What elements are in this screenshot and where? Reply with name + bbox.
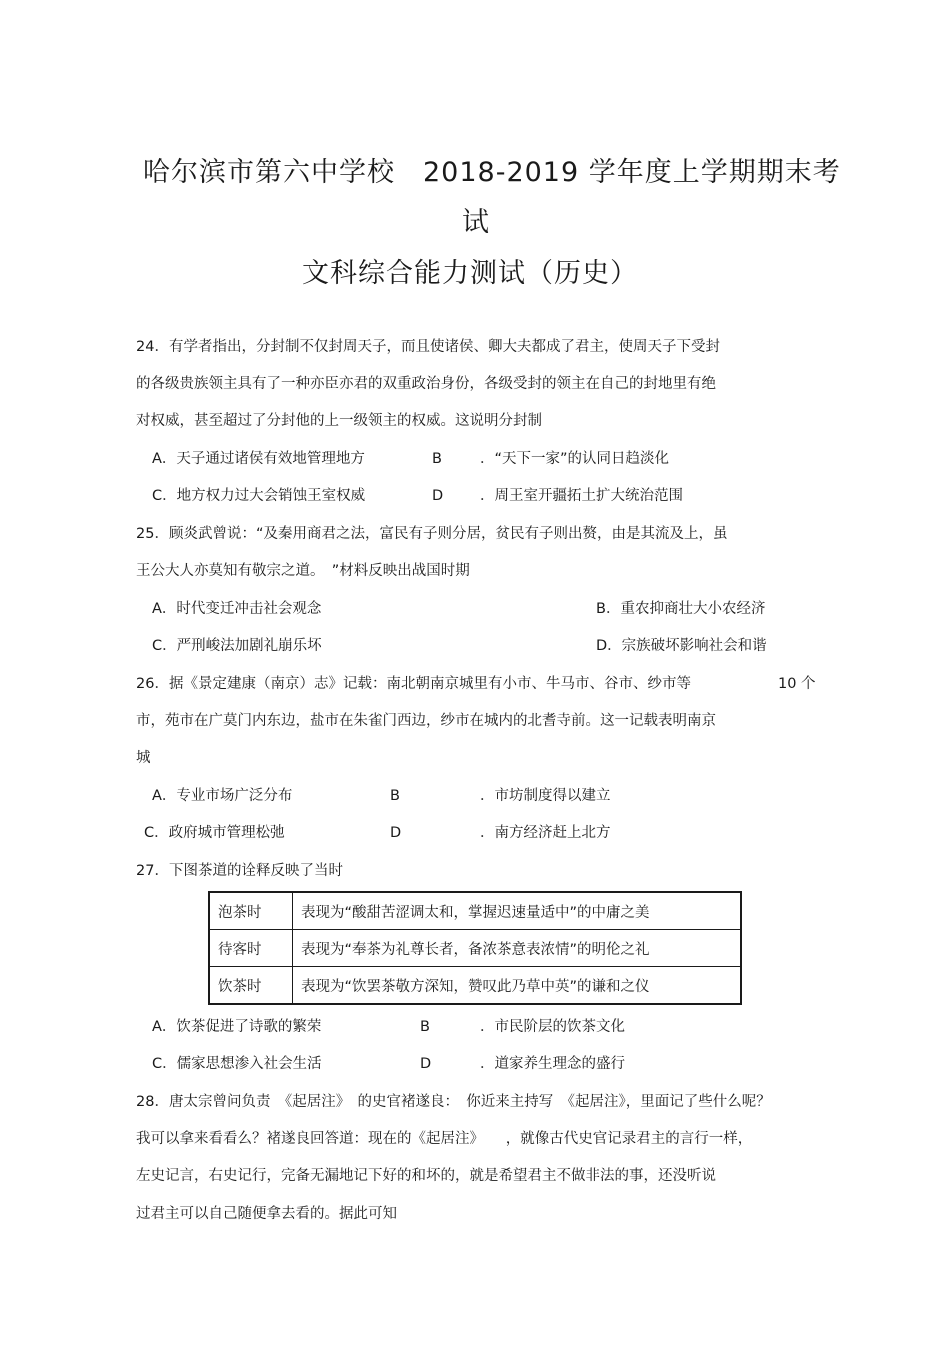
q27-option-c[interactable]: C．儒家思想渗入社会生活 xyxy=(152,1056,322,1072)
q24-option-d-letter[interactable]: D xyxy=(432,488,444,504)
q27-option-b-letter[interactable]: B xyxy=(420,1019,430,1035)
q28-stem-line1: 28．唐太宗曾问负责 《起居注》 的史官褚遂良： 你近来主持写 《起居注》，里面记了些什么呢？ xyxy=(136,1094,771,1110)
q25-option-d[interactable]: D．宗族破坏影响社会和谐 xyxy=(596,638,767,654)
q24-option-c[interactable]: C．地方权力过大会销蚀王室权威 xyxy=(152,488,366,504)
q24-option-d[interactable]: ．周王室开疆拓土扩大统治范围 xyxy=(480,488,683,504)
q26-stem-line1-tail: 10 个 xyxy=(778,676,816,692)
q27-stem-line1: 27．下图茶道的诠释反映了当时 xyxy=(136,863,343,879)
q28-stem-line4: 过君主可以自己随便拿去看的。据此可知 xyxy=(136,1206,397,1222)
q26-stem-line3: 城 xyxy=(136,750,151,766)
q25-option-a[interactable]: A．时代变迁冲击社会观念 xyxy=(152,601,322,617)
table-row xyxy=(209,930,741,967)
q24-option-a[interactable]: A．天子通过诸侯有效地管理地方 xyxy=(152,451,365,467)
q26-option-a[interactable]: A．专业市场广泛分布 xyxy=(152,788,293,804)
q25-option-c[interactable]: C．严刑峻法加剧礼崩乐坏 xyxy=(152,638,322,654)
q26-stem-line1: 26．据《景定建康（南京）志》记载：南北朝南京城里有小市、牛马市、谷市、纱市等 xyxy=(136,676,691,692)
exam-title-line1: 哈尔滨市第六中学校 2018-2019 学年度上学期期末考 xyxy=(143,157,841,188)
exam-title-line2: 试 xyxy=(462,207,490,238)
q27-option-d-letter[interactable]: D xyxy=(420,1056,432,1072)
table-row xyxy=(209,967,741,1005)
tea-ceremony-table xyxy=(208,891,742,1005)
q25-stem-line2: 王公大人亦莫知有敬宗之道。 ”材料反映出战国时期 xyxy=(136,563,470,579)
table-row xyxy=(209,892,741,930)
q27-option-b[interactable]: ．市民阶层的饮茶文化 xyxy=(480,1019,625,1035)
table-cell: 表现为“奉茶为礼尊长者，备浓茶意表浓情”的明伦之礼 xyxy=(293,930,742,967)
q24-option-b[interactable]: ．“天下一家”的认同日趋淡化 xyxy=(480,451,670,467)
table-cell: 表现为“饮罢茶敬方深知，赞叹此乃草中英”的谦和之仪 xyxy=(293,967,742,1005)
table-cell: 饮茶时 xyxy=(209,967,293,1005)
q26-stem-line2: 市，苑市在广莫门内东边，盐市在朱雀门西边，纱市在城内的北耆寺前。这一记载表明南京 xyxy=(136,713,716,729)
q25-option-b[interactable]: B．重农抑商壮大小农经济 xyxy=(596,601,766,617)
table-cell: 泡茶时 xyxy=(209,892,293,930)
q28-stem-line3: 左史记言，右史记行，完备无漏地记下好的和坏的，就是希望君主不做非法的事，还没听说 xyxy=(136,1168,716,1184)
q24-stem-line2: 的各级贵族领主具有了一种亦臣亦君的双重政治身份，各级受封的领主在自己的封地里有绝 xyxy=(136,376,716,392)
q26-option-b[interactable]: ．市坊制度得以建立 xyxy=(480,788,611,804)
q26-option-d[interactable]: ．南方经济赶上北方 xyxy=(480,825,611,841)
q25-stem-line1: 25．顾炎武曾说：“及秦用商君之法，富民有子则分居，贫民有子则出赘，由是其流及上，虽 xyxy=(136,526,728,542)
q27-option-a[interactable]: A．饮茶促进了诗歌的繁荣 xyxy=(152,1019,322,1035)
table-cell: 表现为“酸甜苦涩调太和，掌握迟速量适中”的中庸之美 xyxy=(293,892,742,930)
q24-stem-line3: 对权威，甚至超过了分封他的上一级领主的权威。这说明分封制 xyxy=(136,413,542,429)
q26-option-c[interactable]: C．政府城市管理松弛 xyxy=(144,825,285,841)
exam-subtitle: 文科综合能力测试（历史） xyxy=(302,258,638,289)
q27-option-d[interactable]: ．道家养生理念的盛行 xyxy=(480,1056,625,1072)
q26-option-b-letter[interactable]: B xyxy=(390,788,400,804)
q24-stem-line1: 24．有学者指出，分封制不仅封周天子，而且使诸侯、卿大夫都成了君主，使周天子下受封 xyxy=(136,339,720,355)
q28-stem-line2: 我可以拿来看看么？褚遂良回答道：现在的《起居注》 ，就像古代史官记录君主的言行一样， xyxy=(136,1131,753,1147)
q26-option-d-letter[interactable]: D xyxy=(390,825,402,841)
q24-option-b-letter[interactable]: B xyxy=(432,451,442,467)
table-cell: 待客时 xyxy=(209,930,293,967)
